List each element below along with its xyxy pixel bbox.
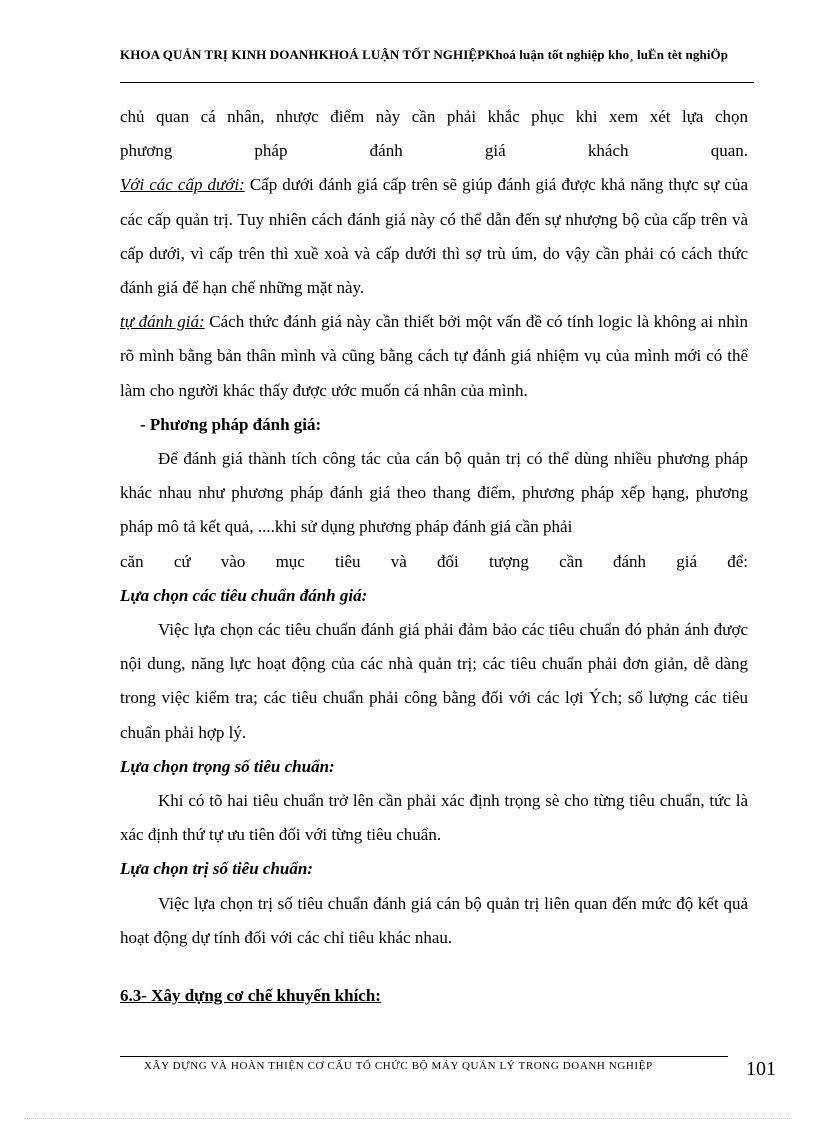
page-header: KHOA QUẢN TRỊ KINH DOANHKHOÁ LUẬN TỐT NGHIỆPKhoá luận tốt nghiệp kho¸ luËn tèt nghiÖp <box>120 47 729 62</box>
paragraph-tu-danh-gia <box>120 305 748 408</box>
paragraph-tri-so: Việc lựa chọn trị số tiêu chuẩn đánh giá cán bộ quản trị liên quan đến mức độ kết quả hoạt động dự tính đối với các chỉ tiêu khác nhau. <box>120 893 748 947</box>
paragraph-tieu-chuan: Việc lựa chọn các tiêu chuẩn đánh giá phải đảm bảo các tiêu chuẩn đó phản ánh được nội dung, năng lực hoạt động của các nhà quản trị; các tiêu chuẩn phải đơn giản, dễ dàng trong việc kiểm tra; các tiêu chuẩn phải công bằng đối với các lợi Ých; số lượng các tiêu chuẩn phải hợp lý. <box>120 620 748 742</box>
section-title: 6.3- Xây dựng cơ chế khuyến khích: <box>120 986 381 1005</box>
footer-text: XÂY DỰNG VÀ HOÀN THIỆN CƠ CẤU TỔ CHỨC BỘ MÁY QUẢN LÝ TRONG DOANH NGHIỆP <box>144 1060 653 1072</box>
heading-trong-so: Lựa chọn trọng số tiêu chuẩn: <box>120 756 335 776</box>
text-tu-danh-gia: Cách thức đánh giá này cần thiết bởi một vấn đề có tính logic là không ai nhìn rõ mình bằng bản thân mình và cũng bằng cách tự đánh giá nhiệm vụ của mình mới có thể làm cho người khác thấy được ước muốn cá nhân của mình. <box>120 312 748 400</box>
paragraph-trong-so: Khi có tõ hai tiêu chuẩn trở lên cần phải xác định trọng sè cho từng tiêu chuẩn, tức là xác định thứ tự ưu tiên đối với từng tiêu chuẩn. <box>120 791 748 845</box>
label-cap-duoi: Với các cấp dưới: <box>120 175 245 195</box>
header-divider <box>120 82 754 83</box>
paragraph-cap-duoi <box>120 168 748 305</box>
paragraph-1-line-1: chủ quan cá nhân, nhược điểm này cần phải khắc phục khi xem xét lựa chọn <box>120 107 748 126</box>
footer-divider <box>120 1056 728 1057</box>
page-number: 101 <box>746 1058 776 1080</box>
document-body <box>120 100 748 955</box>
bullet-phuong-phap: - Phương pháp đánh giá: <box>140 414 322 434</box>
label-tu-danh-gia: tự đánh giá: <box>120 312 205 332</box>
paragraph-1-line-2: phương pháp đánh giá khách quan. <box>120 141 748 161</box>
heading-tieu-chuan: Lựa chọn các tiêu chuẩn đánh giá: <box>120 585 368 605</box>
text-cap-duoi: Cấp dưới đánh giá cấp trên sẽ giúp đánh giá được khả năng thực sự của các cấp quản trị. Tuy nhiên cách đánh giá này có thể dẫn đến sự nhượng bộ của cấp trên và cấp dưới, vì cấp trên thì xuề xoà và cấp dưới thì sợ trù úm, do vậy cần phải có cách thức đánh giá để hạn chế những mặt này. <box>120 175 748 298</box>
paragraph-phuong-phap: Để đánh giá thành tích công tác của cán bộ quản trị có thể dùng nhiều phương pháp khác nhau như phương pháp đánh giá theo thang điểm, phương pháp xếp hạng, phương pháp mô tả kết quả, ....khi sử dụng phương pháp đánh giá cần phải <box>120 449 748 537</box>
heading-tri-so: Lựa chọn trị số tiêu chuẩn: <box>120 859 313 879</box>
page-bottom-border <box>24 1118 792 1119</box>
paragraph-phuong-phap-last: căn cứ vào mục tiêu và đối tượng cần đánh giá để: <box>120 551 748 571</box>
